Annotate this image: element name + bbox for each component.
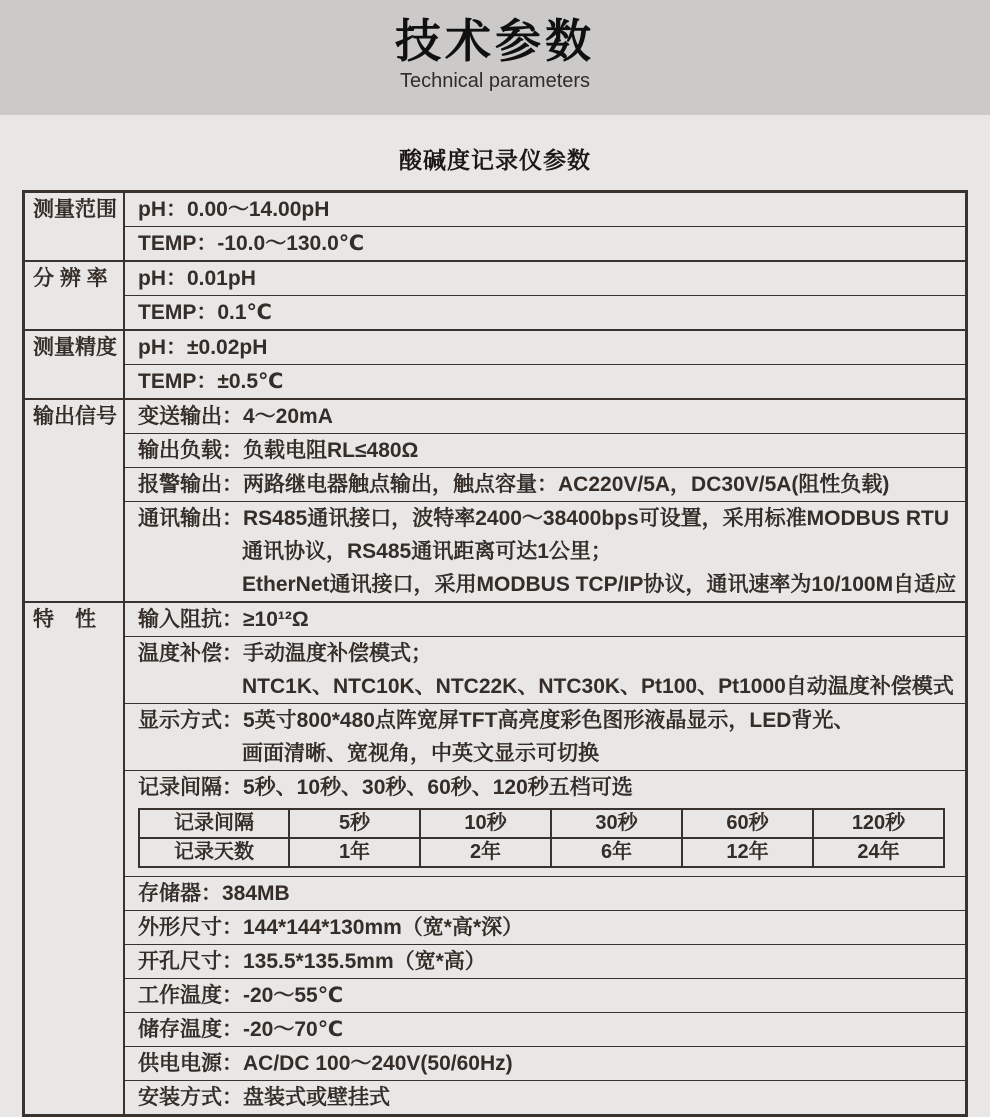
banner-subtitle: Technical parameters	[399, 70, 591, 93]
spec-row-alarm-output: 报警输出：两路继电器触点输出，触点容量：AC220V/5A，DC30V/5A(阻性负载)	[125, 467, 965, 501]
group-label-measurement-range: 测量范围	[25, 193, 125, 260]
spec-row-transmit-output: 变送输出：4～20mA	[138, 405, 333, 428]
record-table-header: 5秒	[288, 810, 419, 837]
spec-table	[22, 190, 968, 1117]
spec-row-power-supply: 供电电源：AC/DC 100～240V(50/60Hz)	[125, 1046, 965, 1080]
banner	[0, 0, 990, 115]
group-label-accuracy: 测量精度	[25, 331, 125, 398]
group-features	[25, 601, 965, 1114]
spec-row-ph-range: pH：0.00～14.00pH	[138, 198, 330, 221]
group-label-features: 特 性	[25, 603, 125, 1114]
spec-row-storage-temp: 储存温度：-20～70℃	[125, 1012, 965, 1046]
record-table-cell: 1年	[288, 837, 419, 866]
record-table-header: 120秒	[812, 810, 943, 837]
spec-row-record-interval: 记录间隔：5秒、10秒、30秒、60秒、120秒五档可选 记录间隔 5秒 10秒 30秒 60秒 120秒 记录天数 1年 2年 6年 12年 24年	[125, 770, 965, 868]
group-resolution	[25, 260, 965, 329]
record-table-cell: 6年	[550, 837, 681, 866]
record-table-cell: 24年	[812, 837, 943, 866]
spec-row-ph-resolution: pH：0.01pH	[138, 267, 256, 290]
section-title: 酸碱度记录仪参数	[399, 147, 591, 173]
spec-row-temp-range: TEMP：-10.0～130.0℃	[125, 226, 965, 260]
group-measurement-range	[25, 193, 965, 260]
banner-title: 技术参数	[395, 15, 595, 67]
spec-row-cutout-dimensions: 开孔尺寸：135.5*135.5mm（宽*高）	[125, 944, 965, 978]
spec-row-output-load: 输出负载：负载电阻RL≤480Ω	[125, 433, 965, 467]
record-table-cell: 12年	[681, 837, 812, 866]
record-table-cell: 2年	[419, 837, 550, 866]
spec-row-comm-output: 通讯输出：RS485通讯接口，波特率2400～38400bps可设置，采用标准MODBUS RTU 通讯协议，RS485通讯距离可达1公里； EtherNet通讯接口，采用MODBUS TCP/IP协议，通讯速率为10/100M自适应	[125, 501, 965, 601]
record-table-header: 10秒	[419, 810, 550, 837]
group-label-output-signal: 输出信号	[25, 400, 125, 601]
spec-row-temp-resolution: TEMP：0.1℃	[125, 295, 965, 329]
record-table-header: 60秒	[681, 810, 812, 837]
spec-row-ph-accuracy: pH：±0.02pH	[138, 336, 268, 359]
spec-row-working-temp: 工作温度：-20～55℃	[125, 978, 965, 1012]
record-table-header: 30秒	[550, 810, 681, 837]
spec-row-display-mode: 显示方式：5英寸800*480点阵宽屏TFT高亮度彩色图形液晶显示，LED背光、 画面清晰、宽视角，中英文显示可切换	[125, 703, 965, 770]
spec-row-temp-compensation: 温度补偿：手动温度补偿模式； NTC1K、NTC10K、NTC22K、NTC30K、Pt100、Pt1000自动温度补偿模式	[125, 636, 965, 703]
spec-row-input-impedance: 输入阻抗：≥10¹²Ω	[138, 608, 309, 631]
spec-row-storage: 存储器：384MB	[125, 876, 965, 910]
record-table-cell: 记录天数	[140, 837, 288, 866]
group-accuracy	[25, 329, 965, 398]
record-table-header: 记录间隔	[174, 812, 254, 834]
spec-row-temp-accuracy: TEMP：±0.5℃	[125, 364, 965, 398]
spec-row-outer-dimensions: 外形尺寸：144*144*130mm（宽*高*深）	[125, 910, 965, 944]
spec-row-mounting: 安装方式：盘装式或壁挂式	[125, 1080, 965, 1114]
group-output-signal	[25, 398, 965, 601]
record-interval-table	[138, 808, 945, 868]
group-label-resolution: 分 辨 率	[25, 262, 125, 329]
